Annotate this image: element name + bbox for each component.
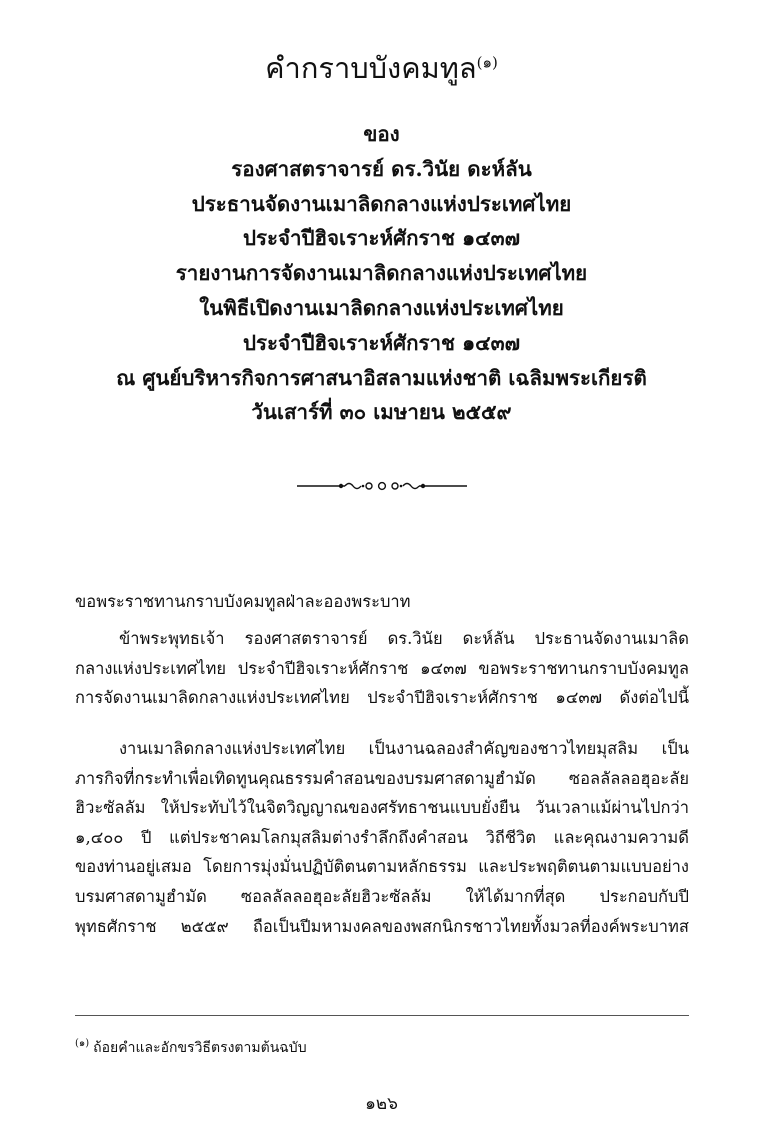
- footnote-text: ถ้อยคำและอักขรวิธีตรงตามต้นฉบับ: [93, 1040, 307, 1056]
- ornament-divider-icon: [297, 474, 467, 498]
- heading-line-name: รองศาสตราจารย์ ดร.วินัย ดะห์ลัน: [231, 156, 532, 181]
- paragraph-2: [75, 734, 689, 941]
- paragraph-2-line: ภารกิจที่กระทำเพื่อเทิดทูนคุณธรรมคำสอนของบรมศาสดามูฮำมัด ซอลลัลลอฮุอะลัย: [75, 768, 689, 788]
- paragraph-2-line: ฮิวะซัลลัม ให้ประทับไว้ในจิตวิญญาณของศรัทธาชนแบบยั่งยืน วันเวลาแม้ผ่านไปกว่า: [75, 798, 689, 818]
- salutation: ขอพระราชทานกราบบังคมทูลฝ่าละอองพระบาท: [75, 592, 411, 611]
- heading-block: [0, 117, 763, 430]
- paragraph-1: [75, 624, 689, 713]
- heading-line-date: วันเสาร์ที่ ๓๐ เมษายน ๒๕๕๙: [251, 400, 512, 425]
- heading-line-year: ประจำปีฮิจเราะห์ศักราช ๑๔๓๗: [242, 226, 521, 251]
- heading-line-report: รายงานการจัดงานเมาลิดกลางแห่งประเทศไทย: [175, 261, 588, 286]
- page-number: ๑๒๖: [365, 1094, 398, 1114]
- paragraph-1-line: ข้าพระพุทธเจ้า รองศาสตราจารย์ ดร.วินัย ดะห์ลัน ประธานจัดงานเมาลิด: [119, 629, 689, 648]
- paragraph-2-line: บรมศาสดามูฮำมัด ซอลลัลลอฮุอะลัยฮิวะซัลลัม ให้ได้มากที่สุด ประกอบกับปี: [75, 886, 689, 906]
- heading-line-position: ประธานจัดงานเมาลิดกลางแห่งประเทศไทย: [191, 191, 572, 216]
- footnote: [75, 1038, 307, 1058]
- paragraph-2-line: ๑,๔๐๐ ปี แต่ประชาคมโลกมุสลิมต่างรำลึกถึงคำสอน วิถีชีวิต และคุณงามความดี: [75, 827, 689, 847]
- paragraph-1-line: กลางแห่งประเทศไทย ประจำปีฮิจเราะห์ศักราช ๑๔๓๗ ขอพระราชทานกราบบังคมทูล: [75, 658, 689, 678]
- paragraph-2-line: ของท่านอยู่เสมอ โดยการมุ่งมั่นปฏิบัติตนตามหลักธรรม และประพฤติตนตามแบบอย่าง: [75, 857, 689, 877]
- footnote-divider: [75, 1015, 689, 1016]
- page-title: [0, 50, 763, 86]
- ornament-divider: [0, 474, 763, 498]
- paragraph-2-line: งานเมาลิดกลางแห่งประเทศไทย เป็นงานฉลองสำคัญของชาวไทยมุสลิม เป็น: [119, 739, 689, 758]
- paragraph-1-line: การจัดงานเมาลิดกลางแห่งประเทศไทย ประจำปีฮิจเราะห์ศักราช ๑๔๓๗ ดังต่อไปนี้: [75, 688, 689, 708]
- footnote-marker: (๑): [75, 1038, 90, 1050]
- paragraph-2-line: พุทธศักราช ๒๕๕๙ ถือเป็นปีมหามงคลของพสกนิกรชาวไทยทั้งมวลที่องค์พระบาทส: [75, 916, 689, 936]
- heading-line-venue: ณ ศูนย์บริหารกิจการศาสนาอิสลามแห่งชาติ เฉลิมพระเกียรติ: [116, 365, 647, 390]
- heading-line-of: ของ: [363, 122, 400, 146]
- title-footnote-ref: (๑): [476, 53, 498, 72]
- title-text: คำกราบบังคมทูล: [265, 51, 477, 85]
- heading-line-ceremony: ในพิธีเปิดงานเมาลิดกลางแห่งประเทศไทย: [199, 295, 564, 320]
- heading-line-year-2: ประจำปีฮิจเราะห์ศักราช ๑๔๓๗: [242, 330, 521, 355]
